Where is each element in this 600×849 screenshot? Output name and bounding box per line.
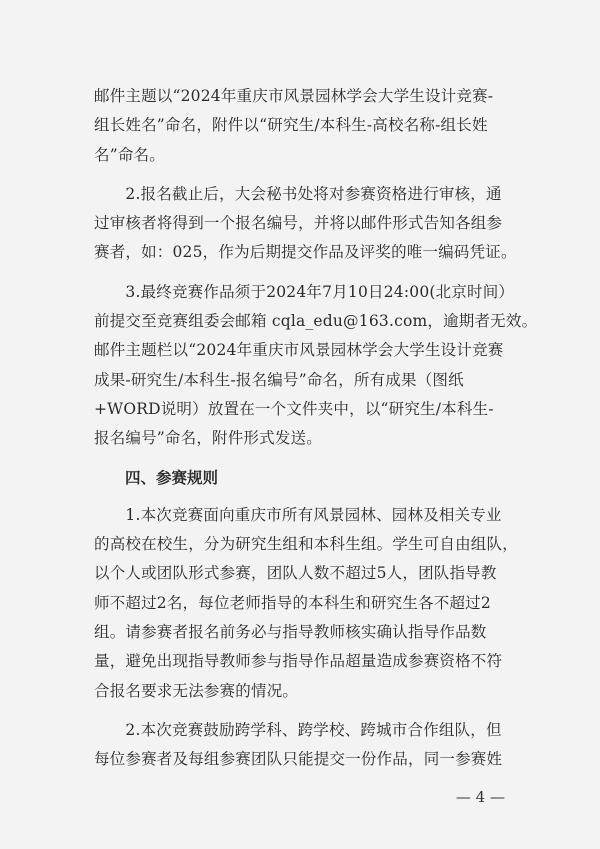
text-line: 2.报名截止后，大会秘书处将对参赛资格进行审核，通 — [94, 184, 502, 203]
text-line: 合报名要求无法参赛的情况。 — [94, 681, 299, 700]
text-line: 报名编号”命名，附件形式发送。 — [94, 429, 322, 448]
text-line: 师不超过2名，每位老师指导的本科生和研究生各不超过2 — [94, 593, 491, 612]
text-line: 每位参赛者及每组参赛团队只能提交一份作品，同一参赛姓 — [94, 750, 503, 769]
paragraph-email-subject — [94, 82, 508, 170]
text-line: 2.本次竞赛鼓励跨学科、跨学校、跨城市合作组队，但 — [94, 720, 502, 739]
page-number: — 4 — — [455, 788, 505, 806]
text-line: 量，避免出现指导教师参与指导作品超量造成参赛资格不符 — [94, 652, 503, 671]
text-line: 组。请参赛者报名前务必与指导教师核实确认指导作品数 — [94, 623, 487, 642]
paragraph-team-collaboration — [94, 716, 508, 775]
text-line: +WORD说明）放置在一个文件夹中，以“研究生/本科生- — [94, 399, 494, 418]
text-line: 的高校在校生，分为研究生组和本科生组。学生可自由组队， — [94, 535, 518, 554]
paragraph-registration-review — [94, 180, 517, 268]
text-line: 3.最终竞赛作品须于2024年7月10日24:00(北京时间） — [94, 282, 515, 301]
text-line: 名”命名。 — [94, 145, 165, 164]
paragraph-eligibility — [94, 501, 518, 706]
section-heading-rules: 四、参赛规则 — [125, 468, 219, 487]
text-line: 过审核者将得到一个报名编号，并将以邮件形式告知各组参 — [94, 214, 503, 233]
text-line: 邮件主题栏以“2024年重庆市风景园林学会大学生设计竞赛 — [94, 341, 504, 360]
text-line: 组长姓名”命名，附件以“研究生/本科生-高校名称-组长姓 — [94, 116, 488, 135]
text-line: 前提交至竞赛组委会邮箱 cqla_edu@163.com，逾期者无效。 — [94, 312, 538, 331]
text-line: 以个人或团队形式参赛，团队人数不超过5人，团队指导教 — [94, 564, 497, 583]
text-line: 成果-研究生/本科生-报名编号”命名，所有成果（图纸 — [94, 370, 464, 389]
paragraph-final-submission — [94, 278, 538, 454]
document-body — [94, 82, 538, 785]
text-line: 1.本次竞赛面向重庆市所有风景园林、园林及相关专业 — [94, 505, 502, 524]
text-line: 邮件主题以“2024年重庆市风景园林学会大学生设计竞赛- — [94, 87, 494, 105]
text-line: 赛者，如：025，作为后期提交作品及评奖的唯一编码凭证。 — [94, 243, 517, 262]
